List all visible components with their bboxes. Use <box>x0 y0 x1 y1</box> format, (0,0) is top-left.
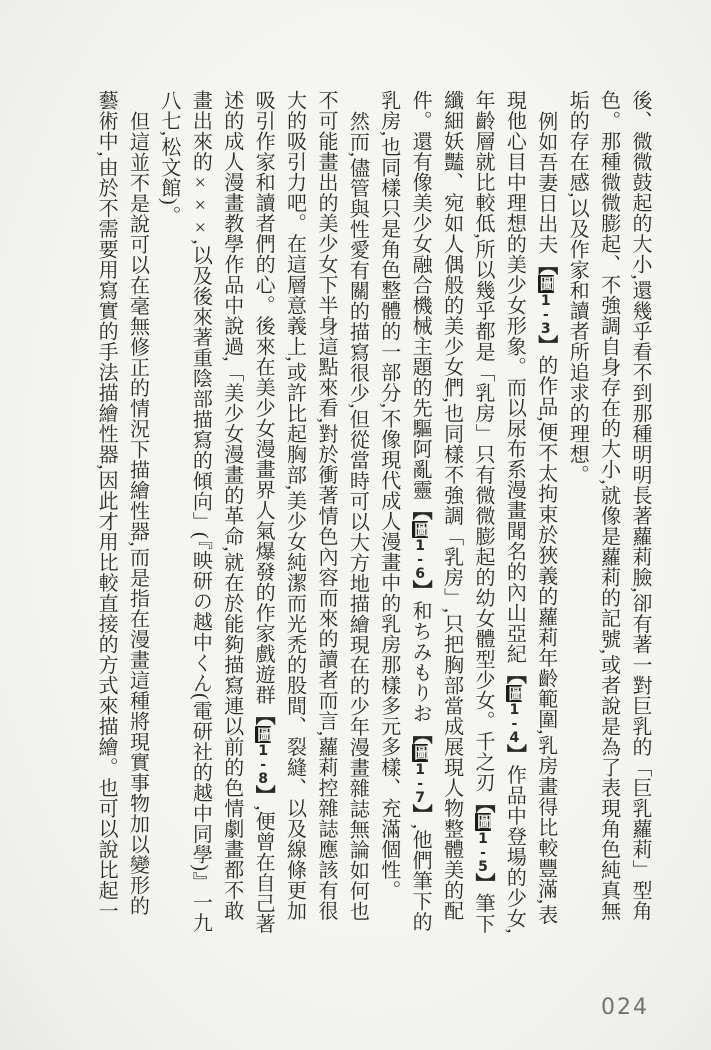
figure-glyph: 圖 <box>474 814 491 830</box>
bracket-close: 】 <box>534 334 557 355</box>
text-segment: 筆下纖細妖豔、宛如人偶般的美少女們,也同樣不強調「乳房」,只把胸部當成展現人物整體美的配件。還有像美少女融合機械主題的先驅阿亂靈 <box>409 90 494 934</box>
bracket-close: 】 <box>409 580 432 601</box>
bracket-open: 【 <box>503 664 526 685</box>
figure-ref <box>409 724 431 825</box>
text-segment: 後、微微鼓起的大小,還幾乎看不到那種明明長著蘿莉臉,卻有著一對巨乳的「巨乳蘿莉」型角色。那種微微膨起、不強調自身存在的大小,就像是蘿莉的記號,或者說是為了表現角色純真無垢的存在感,以及作家和讀者所追求的理想。 <box>566 90 651 921</box>
body-text <box>90 90 655 934</box>
figure-number: 1-8 <box>255 743 272 785</box>
figure-ref <box>503 664 525 765</box>
figure-glyph: 圖 <box>506 685 523 701</box>
bracket-open: 【 <box>409 723 432 744</box>
bracket-close: 】 <box>503 744 526 765</box>
bracket-open: 【 <box>409 500 432 521</box>
figure-glyph: 圖 <box>412 745 429 761</box>
page-number: 024 <box>601 995 649 1020</box>
bracket-close: 】 <box>471 872 494 893</box>
bracket-open: 【 <box>252 705 275 726</box>
figure-glyph: 圖 <box>255 726 272 742</box>
text-segment: 然而,儘管與性愛有關的描寫很少,但從當時可以大方地描繪現在的少年漫畫雜誌無論如何也不可能畫出的美少女下半身這點來看,對於衝著情色內容而來的讀者而言,蘿莉控雜誌應該有很大的吸引力吧。在這層意義上,或許比起胸部,美少女純潔而光禿的股間、裂縫、以及線條更加吸引作家和讀者們的心。後來在美少女漫畫界人氣爆發的作家戲遊群 <box>252 90 369 922</box>
bracket-open: 【 <box>471 792 494 813</box>
bracket-open: 【 <box>534 254 557 275</box>
figure-glyph: 圖 <box>412 521 429 537</box>
paragraph <box>561 90 655 934</box>
text-segment: 的作品,便不太拘束於狹義的蘿莉年齡範圍,乳房畫得比較豐滿,表現他心目中理想的美少女形象。而以尿布系漫畫聞名的內山亞紀 <box>503 90 557 925</box>
bracket-close: 】 <box>252 785 275 806</box>
paragraph <box>372 90 560 934</box>
text-segment: 但這並不是說可以在毫無修正的情況下描繪性器,而是指在漫畫這種將現實事物加以變形的藝術中,由於不需要用寫實的手法描繪性器,因此才用比較直接的方式來描繪。也可以說比起一 <box>95 90 149 921</box>
text-segment: 和ちみもりお <box>409 600 432 724</box>
figure-number: 1-4 <box>506 702 523 744</box>
text-segment: 例如吾妻日出夫 <box>534 111 557 255</box>
figure-ref <box>252 705 274 806</box>
figure-number: 1-6 <box>412 538 429 580</box>
text-segment: ,他們筆下的乳房,也同樣只是角色整體的一部分,不像現代成人漫畫中的乳房那樣多元多樣、充滿個性。 <box>377 90 432 932</box>
paragraph <box>90 90 153 934</box>
figure-number: 1-3 <box>537 292 554 335</box>
figure-glyph: 圖 <box>537 276 554 292</box>
text-segment: 作品中登場的少女,年齡層就比較低,所以幾乎都是「乳房」只有微微膨起的幼女體型少女。千之刃 <box>471 90 526 934</box>
bracket-close: 】 <box>409 803 432 824</box>
figure-number: 1-7 <box>412 761 429 804</box>
figure-ref <box>409 500 431 601</box>
figure-ref <box>535 255 557 356</box>
figure-ref <box>472 793 494 894</box>
text-segment: ,便曾在自己著述的成人漫畫教學作品中說過,「美少女漫畫的革命,就在於能夠描寫連以前的色情劇畫都不敢畫出來的×××,以及後來著重陰部描寫的傾向」(『映研の越中くん(電研社的越中同學)』一九八七,松文館)。 <box>157 90 275 934</box>
paragraph <box>153 90 373 934</box>
figure-number: 1-5 <box>474 830 491 873</box>
